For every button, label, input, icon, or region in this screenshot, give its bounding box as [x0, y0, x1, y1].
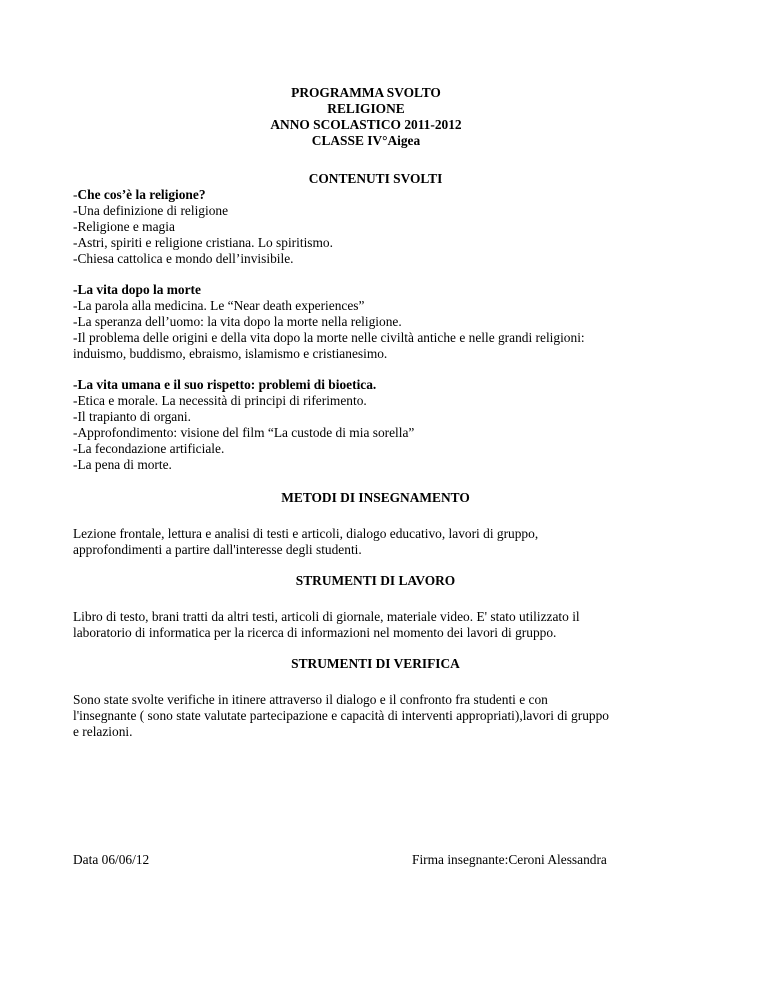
strumenti-verifica-paragraph: [73, 692, 697, 740]
section-title-prefix: -: [73, 187, 78, 202]
document-footer: [73, 852, 693, 868]
paragraph-line: Libro di testo, brani tratti da altri testi, articoli di giornale, materiale video. E' stato utilizzato il: [73, 609, 580, 624]
paragraph-line: e relazioni.: [73, 724, 133, 739]
list-item: -Il problema delle origini e della vita dopo la morte nelle civiltà antiche e nelle grandi religioni:: [73, 330, 585, 345]
list-item: induismo, buddismo, ebraismo, islamismo e cristianesimo.: [73, 346, 388, 361]
list-item: -Chiesa cattolica e mondo dell’invisibile.: [73, 251, 294, 266]
contenuti-heading: CONTENUTI SVOLTI: [308, 171, 443, 186]
document-header: [54, 85, 697, 149]
metodi-heading: METODI DI INSEGNAMENTO: [281, 490, 470, 505]
strumenti-verifica-heading: STRUMENTI DI VERIFICA: [291, 656, 460, 671]
header-school-year: ANNO SCOLASTICO 2011-2012: [270, 117, 462, 132]
paragraph-line: Sono state svolte verifiche in itinere attraverso il dialogo e il confronto fra studenti e con: [73, 692, 548, 707]
section-title: -La vita umana e il suo rispetto: problemi di bioetica.: [73, 377, 377, 392]
strumenti-lavoro-heading: STRUMENTI DI LAVORO: [295, 573, 456, 588]
paragraph-line: Lezione frontale, lettura e analisi di testi e articoli, dialogo educativo, lavori di gruppo,: [73, 526, 539, 541]
list-item: -Religione e magia: [73, 219, 175, 234]
section-title: -La vita dopo la morte: [73, 282, 201, 297]
list-item: -Il trapianto di organi.: [73, 409, 192, 424]
document-page: [73, 85, 697, 740]
paragraph-line: approfondimenti a partire dall'interesse degli studenti.: [73, 542, 362, 557]
section-title: [73, 187, 697, 203]
signature-text: Firma insegnante:Ceroni Alessandra: [412, 852, 607, 867]
list-item: -La parola alla medicina. Le “Near death experiences”: [73, 298, 365, 313]
date-text: Data 06/06/12: [73, 852, 150, 867]
list-item: -La fecondazione artificiale.: [73, 441, 225, 456]
header-subject: RELIGIONE: [327, 101, 405, 116]
list-item: -Astri, spiriti e religione cristiana. Lo spiritismo.: [73, 235, 333, 250]
paragraph-line: l'insegnante ( sono state valutate partecipazione e capacità di interventi appropriati),lavori di gruppo: [73, 708, 609, 723]
paragraph-line: laboratorio di informatica per la ricerca di informazioni nel momento dei lavori di gruppo.: [73, 625, 557, 640]
header-title: PROGRAMMA SVOLTO: [291, 85, 441, 100]
contenuti-section-3: [73, 377, 697, 473]
section-title-text: Che cos’è la religione?: [77, 187, 206, 202]
list-item: -Approfondimento: visione del film “La custode di mia sorella”: [73, 425, 415, 440]
list-item: -Etica e morale. La necessità di principi di riferimento.: [73, 393, 367, 408]
metodi-paragraph: [73, 526, 697, 558]
contenuti-section-1: [73, 187, 697, 267]
header-class: CLASSE IV°Aigea: [311, 133, 421, 148]
list-item: -La pena di morte.: [73, 457, 172, 472]
list-item: -Una definizione di religione: [73, 203, 229, 218]
list-item: -La speranza dell’uomo: la vita dopo la morte nella religione.: [73, 314, 402, 329]
contenuti-section-2: [73, 282, 697, 362]
strumenti-lavoro-paragraph: [73, 609, 697, 641]
